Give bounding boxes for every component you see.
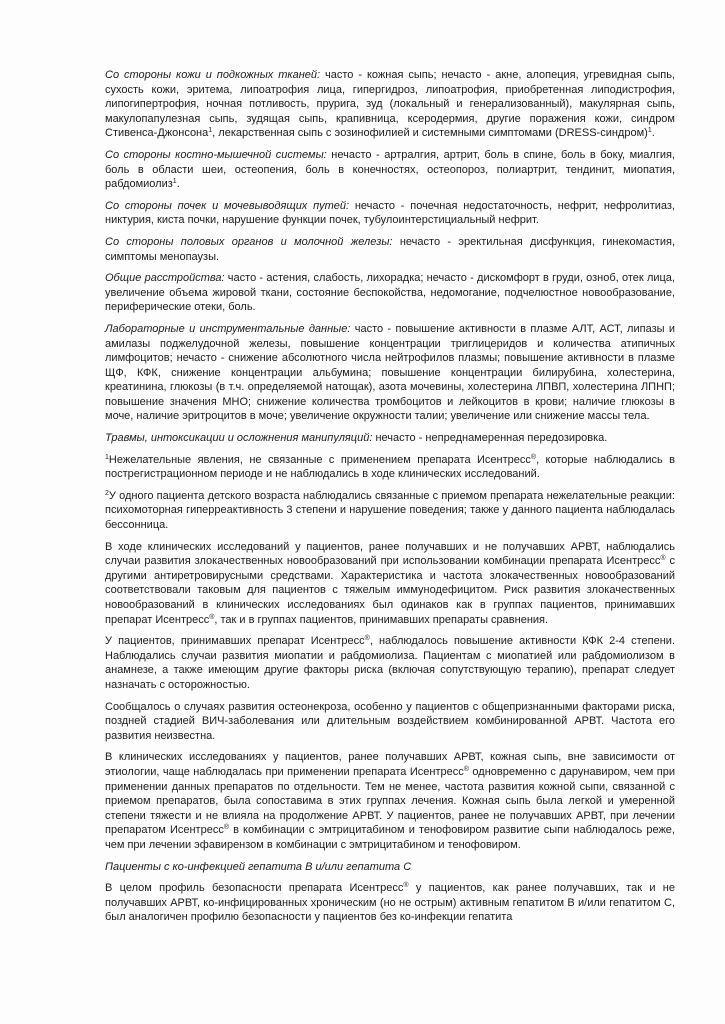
paragraph-osteo <box>105 700 675 744</box>
paragraph-text: одновременно с дарунавиром, чем при применении данных препаратов по отдельности. Тем не менее, частота развития кожной сыпи, связанной с приемом препаратов, была сопоставима в этих группах лечения. Кожная сыпь была легкой и умеренной степени тяжести и не влияла на продолжение АРВТ. У пациентов, ранее не получавших АРВТ, при лечении препаратом Исентресс <box>105 765 675 837</box>
paragraph-text: нечасто - непреднамеренная передозировка. <box>372 432 608 445</box>
section-heading: Со стороны почек и мочевыводящих путей: <box>105 199 350 212</box>
paragraph-text: с другими антиретровирусными средствами. Характеристика и частота злокачественных новообразований соответствовали таковым для пациентов с тяжелым иммунодефицитом. Риск развития злокачественных новообразований в клинических исследованиях был одинаков как в группах пациентов, принимавших препарат Исентресс <box>105 555 675 626</box>
section-heading: Со стороны костно-мышечной системы: <box>105 148 327 161</box>
paragraph-text: часто - астения, слабость, лихорадка; нечасто - дискомфорт в груди, озноб, отек лица, увеличение объема жировой ткани, состояние беспокойства, недомогание, подчелюстное новообразование, периферические отеки, боль. <box>105 272 675 314</box>
paragraph-text: Нежелательные явления, не связанные с применением препарата Исентресс <box>108 453 531 466</box>
paragraph-text: У одного пациента детского возраста наблюдались связанные с приемом препарата нежелательные реакции: психомоторная гиперреактивность 3 степени и нарушение поведения; также у данного пациента наблюдалась бессонница. <box>105 489 675 532</box>
registered-mark: ® <box>530 453 537 461</box>
paragraph-text: , лекарственная сыпь с эозинофилией и системными симптомами (DRESS-синдром) <box>212 127 648 140</box>
section-heading: Общие расстройства: <box>105 272 225 285</box>
paragraph-genital <box>105 235 675 264</box>
paragraph-musculo <box>105 148 675 192</box>
paragraph-trauma <box>105 431 675 446</box>
paragraph-text: нечасто - почечная недостаточность, нефрит, нефролитиаз, никтурия, киста почки, нарушение функции почек, тубулоинтерстициальный нефрит. <box>105 199 675 227</box>
paragraph-skin <box>105 68 675 141</box>
paragraph-malig <box>105 540 675 628</box>
section-heading: Пациенты с ко-инфекцией гепатита В и/или гепатита С <box>105 860 412 873</box>
section-heading: Со стороны кожи и подкожных тканей: <box>105 69 321 81</box>
footnote-mark: 1 <box>172 178 177 186</box>
footnote-mark: 1 <box>208 127 213 135</box>
paragraph-text: В ходе клинических исследований у пациентов, ранее получавших и не получавших АРВТ, наблюдались случаи развития злокачественных новообразований при использовании комбинации препарата Исентресс <box>105 540 675 568</box>
paragraph-text: , наблюдалось повышение активности КФК 2-4 степени. Наблюдались случаи развития миопатии и рабдомиолиза. Пациентам с миопатией или рабдомиолизом в анамнезе, а также имеющим другие факторы риска (включая сопутствующую терапию), препарат следует назначать с осторожностью. <box>105 635 675 691</box>
paragraph-text: . <box>651 127 655 140</box>
paragraph-text: В целом профиль безопасности препарата Исентресс <box>105 882 404 895</box>
paragraph-text: , так и в группах пациентов, принимавших препараты сравнения. <box>214 613 549 626</box>
paragraph-text: у пациентов, как ранее получавших, так и не получавших АРВТ, ко-инфицированных хроническим (но не острым) активным гепатитом В и/или гепатитом С, был аналогичен профилю безопасности у пациентов без ко-инфекции гепатита <box>105 882 675 924</box>
registered-mark: ® <box>209 613 215 621</box>
section-heading: Лабораторные и инструментальные данные: <box>105 322 351 335</box>
paragraph-text: У пациентов, принимавших препарат Исентресс <box>105 635 365 648</box>
registered-mark: ® <box>463 765 469 773</box>
paragraph-rash <box>105 750 675 852</box>
paragraph-ck <box>105 634 675 692</box>
section-heading: Со стороны половых органов и молочной железы: <box>105 235 393 248</box>
footnote-mark: 2 <box>105 489 109 497</box>
paragraph-text: нечасто - эректильная дисфункция, гинекомастия, симптомы менопаузы. <box>105 235 676 263</box>
paragraph-text: часто - кожная сыпь; нечасто - акне, алопеция, угревидная сыпь, сухость кожи, эритема, липоатрофия лица, гипергидроз, липоатрофия, приобретенная липодистрофия, липогипертрофия, ночная потливость, прурига, зуд (локальный и генерализованный), макулярная сыпь, макулопапулезная сыпь, зудящая сыпь, крапивница, ксеродермия, другие поражения кожи, синдром Стивенса-Джонсона <box>105 69 675 140</box>
registered-mark: ® <box>364 635 370 643</box>
paragraph-lab <box>105 322 675 424</box>
registered-mark: ® <box>403 882 409 890</box>
footnote-mark: 1 <box>647 127 652 135</box>
paragraph-kidney <box>105 199 675 228</box>
paragraph-text: . <box>176 178 180 191</box>
paragraph-text: Сообщалось о случаях развития остеонекроза, особенно у пациентов с общепризнанными факторами риска, поздней стадией ВИЧ-заболевания или длительным воздействием комбинированной АРВТ. Частота его развития неизвестна. <box>105 700 675 742</box>
document-body <box>105 68 675 925</box>
paragraph-text: в комбинации с эмтрицитабином и тенофовиром развитие сыпи наблюдалось реже, чем при лечении эфавирензом в комбинации с эмтрицитабином и тенофовиром. <box>105 824 675 851</box>
registered-mark: ® <box>660 555 666 563</box>
paragraph-fn1 <box>105 453 675 482</box>
paragraph-text: нечасто - артралгия, артрит, боль в спине, боль в боку, миалгия, боль в области шеи, остеопения, боль в конечностях, остеопороз, полиартрит, тендинит, миопатия, рабдомиолиз <box>105 148 675 191</box>
paragraph-hep_head <box>105 860 675 875</box>
paragraph-fn2 <box>105 489 675 533</box>
registered-mark: ® <box>223 824 229 832</box>
paragraph-text: В клинических исследованиях у пациентов, ранее получавших АРВТ, кожная сыпь, вне зависимости от этиологии, чаще наблюдалась при применении препарата Исентресс <box>105 751 675 778</box>
paragraph-text: часто - повышение активности в плазме АЛТ, АСТ, липазы и амилазы поджелудочной железы, повышение концентрации триглицеридов и количества атипичных лимфоцитов; нечасто - снижение абсолютного числа нейтрофилов плазмы; повышение активности в плазме ЩФ, КФК, снижение концентрации альбумина; повышение концентрации билирубина, холестерина, креатинина, глюкозы (в т.ч. определяемой натощак), азота мочевины, холестерина ЛПВП, холестерина ЛПНП; повышение значения МНО; снижение количества тромбоцитов и лейкоцитов в крови; наличие глюкозы в моче, наличие эритроцитов в моче; увеличение окружности талии; увеличение или снижение массы тела. <box>105 322 675 423</box>
paragraph-hep <box>105 881 675 925</box>
paragraph-general <box>105 271 675 315</box>
footnote-mark: 1 <box>105 453 109 461</box>
paragraph-text: , которые наблюдались в пострегистрационном периоде и не наблюдались в ходе клинических исследований. <box>105 453 676 481</box>
section-heading: Травмы, интоксикации и осложнения манипуляций: <box>105 432 373 445</box>
